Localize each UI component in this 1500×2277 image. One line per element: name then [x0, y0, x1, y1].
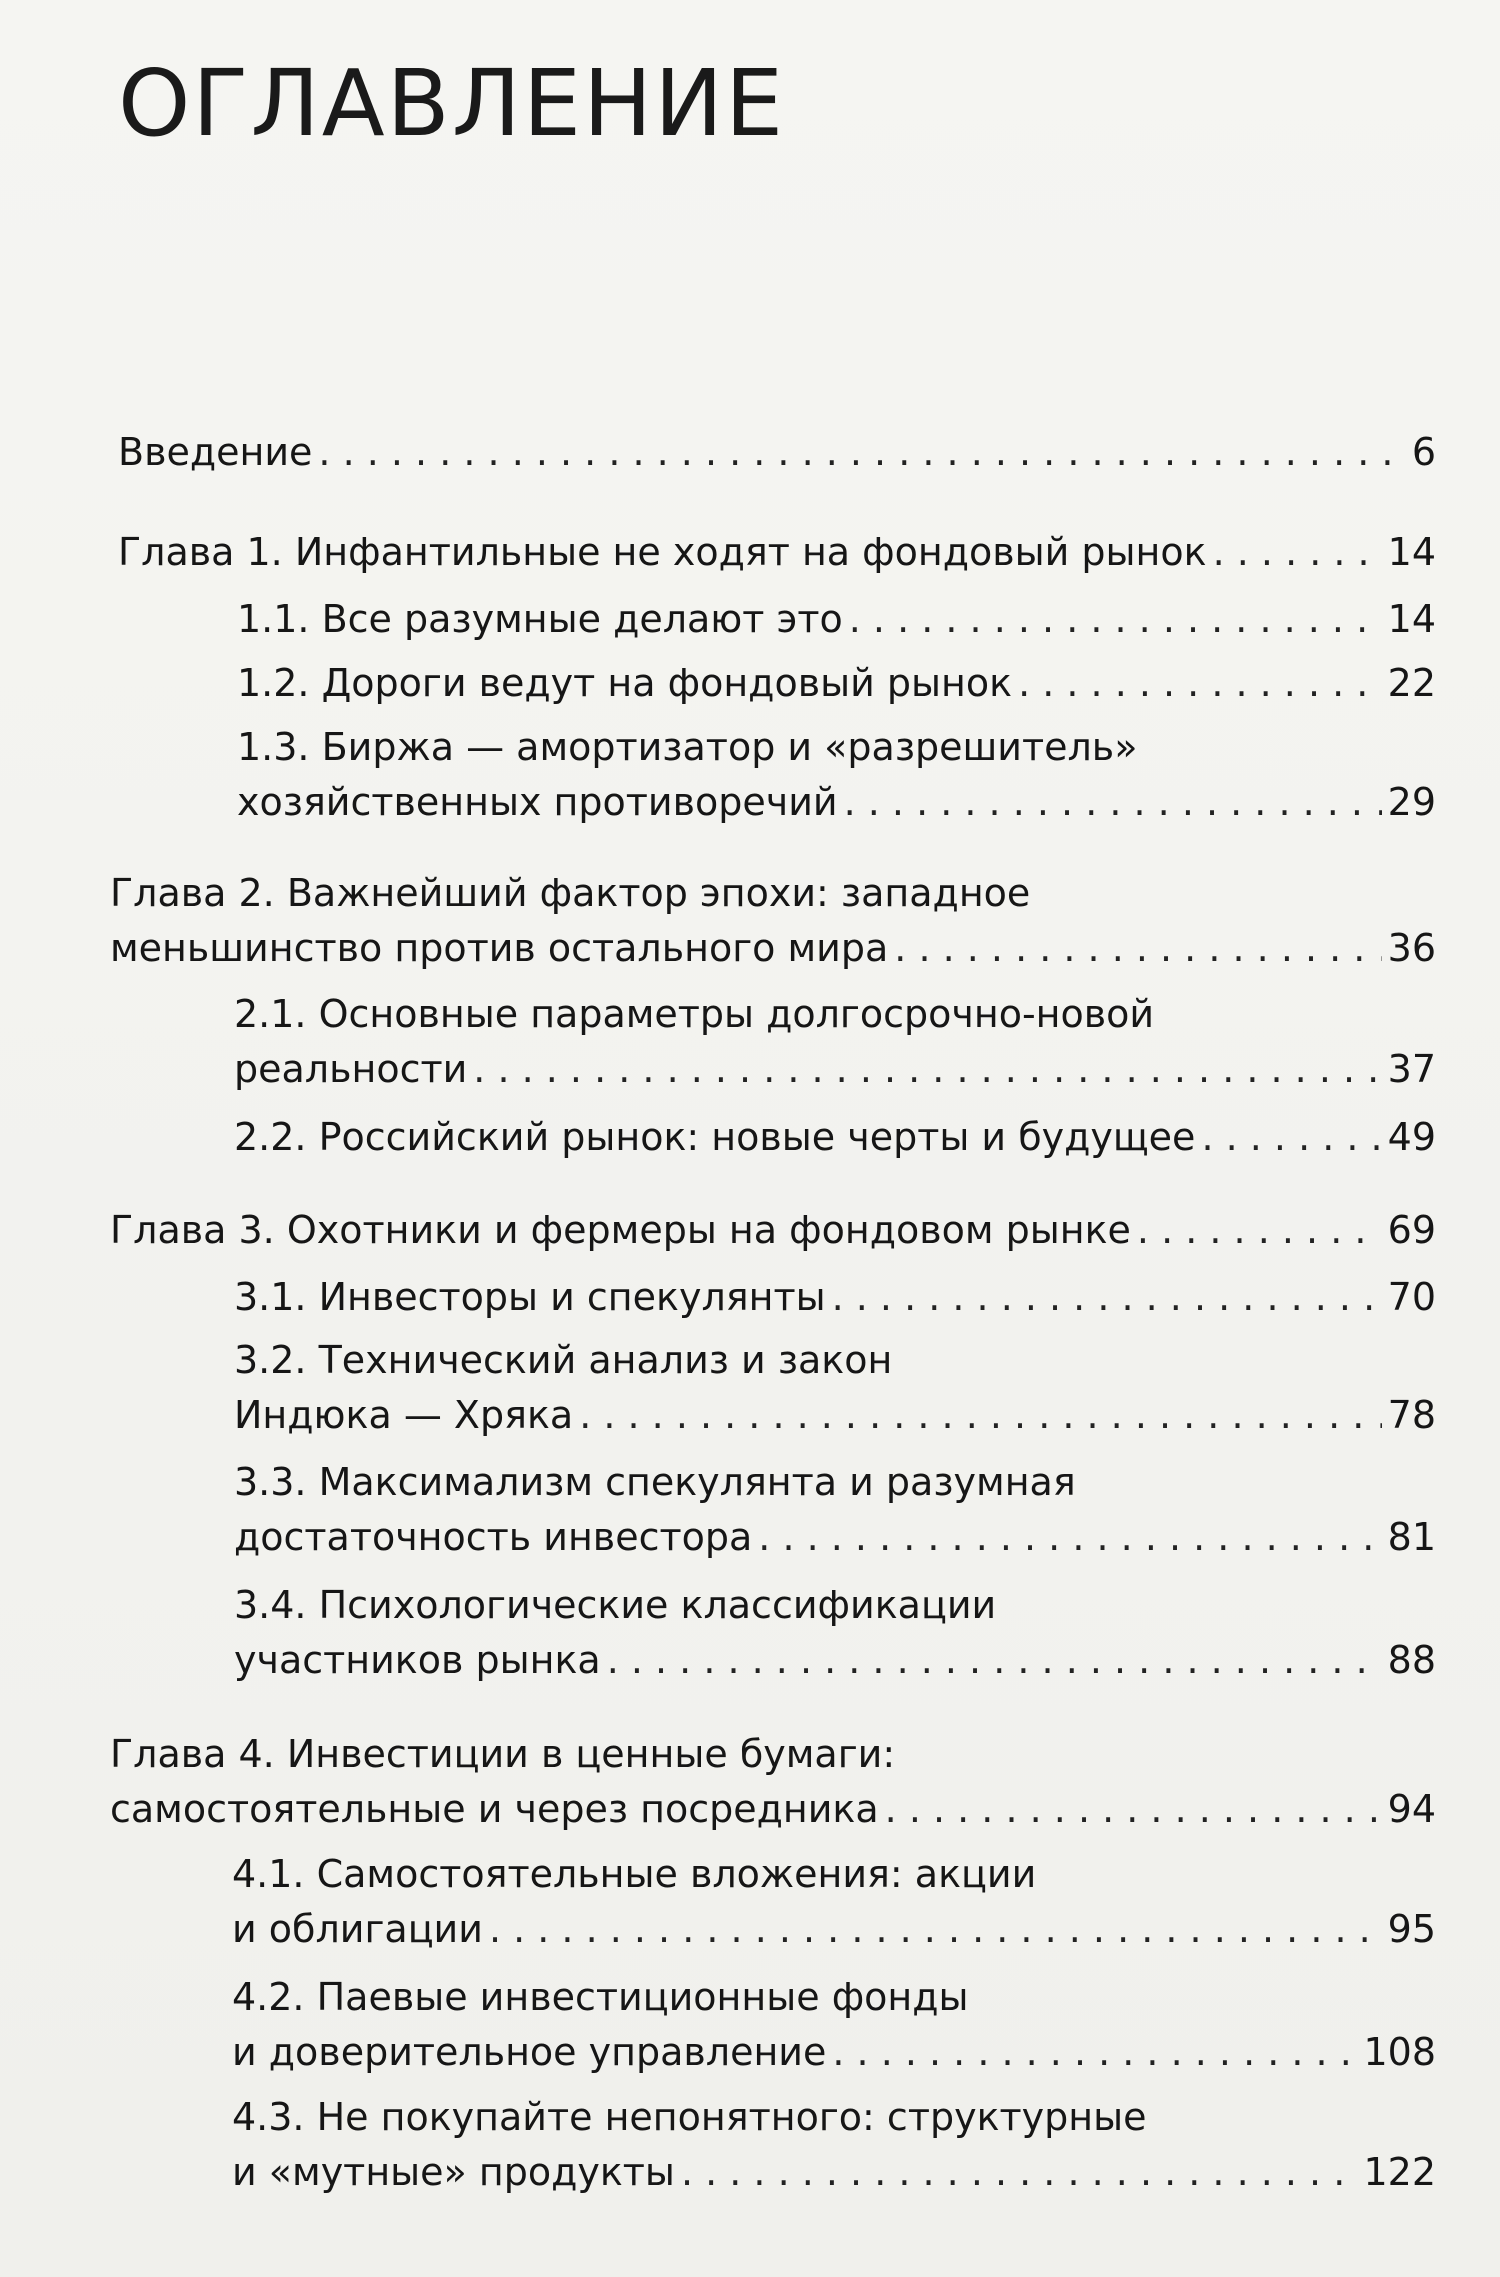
toc-entry-text: 4.2. Паевые инвестиционные фонды — [232, 1975, 969, 2019]
toc-line — [234, 1510, 1436, 1565]
toc-line — [237, 775, 1436, 830]
toc-entry-text: 2.1. Основные параметры долгосрочно-новой — [234, 992, 1155, 1036]
toc-entry-chapter-1 — [118, 525, 1436, 580]
dot-leader — [1201, 1110, 1381, 1165]
toc-entry-section-3-1 — [234, 1270, 1436, 1325]
toc-line — [232, 2090, 1436, 2145]
toc-entry-text: 3.2. Технический анализ и закон — [234, 1338, 893, 1382]
dot-leader — [885, 1782, 1382, 1837]
toc-entry-section-3-3 — [234, 1455, 1436, 1565]
toc-line — [118, 525, 1436, 580]
toc-page-number: 94 — [1387, 1787, 1436, 1831]
toc-page-number: 88 — [1387, 1638, 1436, 1682]
toc-page-number: 14 — [1387, 530, 1436, 574]
toc-page-number: 22 — [1387, 661, 1436, 705]
dot-leader — [473, 1042, 1381, 1097]
toc-entry-text: участников рынка — [234, 1638, 601, 1682]
toc-line — [234, 1110, 1436, 1165]
toc-entry-section-4-1 — [232, 1847, 1436, 1957]
toc-entry-text: и «мутные» продукты — [232, 2150, 675, 2194]
toc-page-number: 78 — [1387, 1393, 1436, 1437]
toc-line — [232, 2025, 1436, 2080]
toc-entry-section-1-2 — [237, 656, 1436, 711]
toc-page-number: 6 — [1411, 430, 1436, 474]
toc-line — [110, 1727, 1436, 1782]
toc-line — [232, 1847, 1436, 1902]
dot-leader — [832, 2025, 1357, 2080]
toc-entry-section-3-4 — [234, 1578, 1436, 1688]
dot-leader — [894, 921, 1381, 976]
dot-leader — [489, 1902, 1382, 1957]
toc-page-number: 36 — [1387, 926, 1436, 970]
toc-entry-text: меньшинство против остального мира — [110, 926, 889, 970]
toc-entry-section-4-2 — [232, 1970, 1436, 2080]
toc-line — [110, 1203, 1436, 1258]
toc-line — [234, 1042, 1436, 1097]
dot-leader — [681, 2145, 1358, 2200]
toc-line — [118, 425, 1436, 480]
toc-entry-section-1-1 — [237, 592, 1436, 647]
toc-entry-text: 3.1. Инвесторы и спекулянты — [234, 1275, 826, 1319]
dot-leader — [849, 592, 1382, 647]
toc-page-number: 69 — [1387, 1208, 1436, 1252]
toc-entry-text: 3.4. Психологические классификации — [234, 1583, 997, 1627]
toc-entry-text: 1.3. Биржа — амортизатор и «разрешитель» — [237, 725, 1138, 769]
toc-entry-section-4-3 — [232, 2090, 1436, 2200]
toc-page-number: 29 — [1387, 780, 1436, 824]
toc-line — [234, 1633, 1436, 1688]
toc-line — [237, 592, 1436, 647]
toc-line — [232, 2145, 1436, 2200]
toc-entry-section-3-2 — [234, 1333, 1436, 1443]
toc-line — [110, 1782, 1436, 1837]
toc-page-number: 81 — [1387, 1515, 1436, 1559]
toc-entry-text: 1.2. Дороги ведут на фондовый рынок — [237, 661, 1013, 705]
toc-entry-text: Индюка — Хряка — [234, 1393, 574, 1437]
dot-leader — [1018, 656, 1382, 711]
toc-entry-text: и облигации — [232, 1907, 483, 1951]
toc-entry-section-2-2 — [234, 1110, 1436, 1165]
toc-entry-text: 4.3. Не покупайте непонятного: структурные — [232, 2095, 1147, 2139]
toc-page-number: 14 — [1387, 597, 1436, 641]
dot-leader — [607, 1633, 1382, 1688]
page-title: ОГЛАВЛЕНИЕ — [118, 50, 786, 157]
toc-line — [232, 1902, 1436, 1957]
toc-page-number: 95 — [1387, 1907, 1436, 1951]
dot-leader — [318, 425, 1405, 480]
toc-entry-chapter-2 — [110, 866, 1436, 976]
toc-entry-text: Глава 2. Важнейший фактор эпохи: западное — [110, 871, 1031, 915]
toc-line — [110, 866, 1436, 921]
toc-page-number: 37 — [1387, 1047, 1436, 1091]
dot-leader — [758, 1510, 1381, 1565]
toc-entry-text: самостоятельные и через посредника — [110, 1787, 879, 1831]
toc-entry-text: Глава 4. Инвестиции в ценные бумаги: — [110, 1732, 896, 1776]
toc-entry-text: достаточность инвестора — [234, 1515, 753, 1559]
toc-line — [232, 1970, 1436, 2025]
toc-entry-section-2-1 — [234, 987, 1436, 1097]
toc-line — [110, 921, 1436, 976]
toc-entry-text: Введение — [118, 430, 313, 474]
toc-entry-text: 4.1. Самостоятельные вложения: акции — [232, 1852, 1037, 1896]
toc-page-number: 108 — [1363, 2030, 1436, 2074]
toc-line — [237, 656, 1436, 711]
toc-entry-section-1-3 — [237, 720, 1436, 830]
dot-leader — [579, 1388, 1381, 1443]
toc-entry-text: и доверительное управление — [232, 2030, 827, 2074]
toc-entry-text: 2.2. Российский рынок: новые черты и будущее — [234, 1115, 1196, 1159]
toc-page-number: 49 — [1387, 1115, 1436, 1159]
dot-leader — [844, 775, 1382, 830]
toc-entry-text: Глава 3. Охотники и фермеры на фондовом рынке — [110, 1208, 1131, 1252]
toc-line — [234, 1270, 1436, 1325]
toc-line — [234, 1333, 1436, 1388]
toc-line — [237, 720, 1436, 775]
toc-page-number: 122 — [1363, 2150, 1436, 2194]
toc-page-number: 70 — [1387, 1275, 1436, 1319]
toc-entry-chapter-3 — [110, 1203, 1436, 1258]
dot-leader — [832, 1270, 1382, 1325]
toc-entry-text: Глава 1. Инфантильные не ходят на фондовый рынок — [118, 530, 1207, 574]
toc-line — [234, 987, 1436, 1042]
toc-entry-text: реальности — [234, 1047, 468, 1091]
toc-line — [234, 1455, 1436, 1510]
toc-entry-text: 1.1. Все разумные делают это — [237, 597, 843, 641]
toc-entry-text: хозяйственных противоречий — [237, 780, 838, 824]
toc-line — [234, 1578, 1436, 1633]
dot-leader — [1213, 525, 1382, 580]
toc-entry-intro — [118, 425, 1436, 480]
toc-entry-text: 3.3. Максимализм спекулянта и разумная — [234, 1460, 1076, 1504]
toc-entry-chapter-4 — [110, 1727, 1436, 1837]
toc-line — [234, 1388, 1436, 1443]
dot-leader — [1137, 1203, 1382, 1258]
